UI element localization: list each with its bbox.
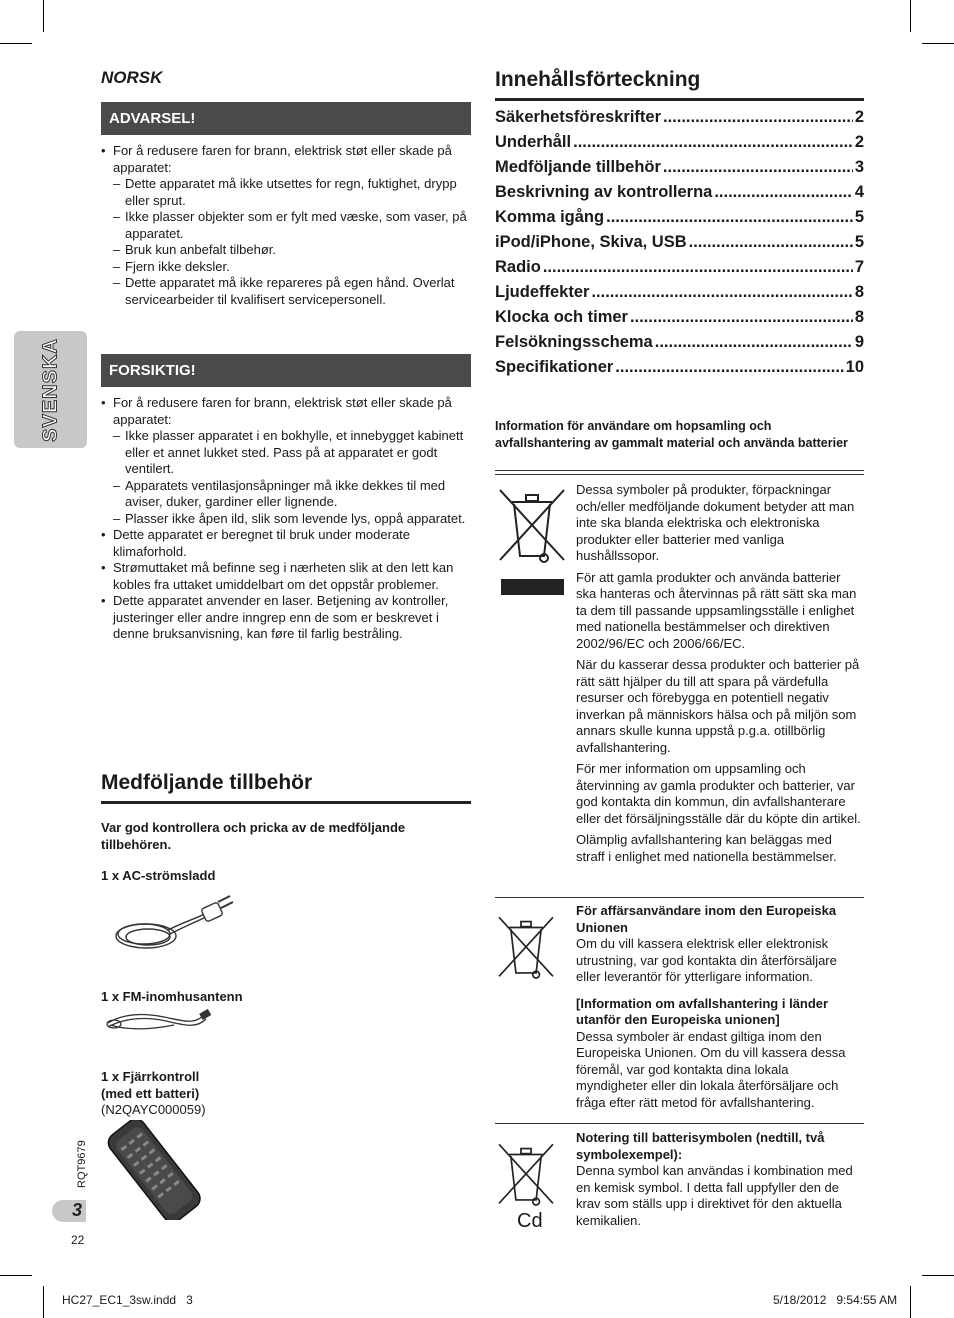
toc-page: 7 bbox=[854, 258, 864, 276]
toc-leader bbox=[630, 308, 853, 327]
toc-leader bbox=[573, 133, 853, 152]
toc-label: iPod/iPhone, Skiva, USB bbox=[495, 233, 687, 251]
solid-bar-symbol bbox=[501, 579, 564, 595]
toc-leader bbox=[663, 108, 853, 127]
toc-label: Säkerhetsföreskrifter bbox=[495, 108, 661, 126]
toc-page: 2 bbox=[854, 133, 864, 151]
page-badge bbox=[52, 1200, 86, 1222]
toc-leader bbox=[615, 358, 843, 377]
toc-entry[interactable] bbox=[495, 183, 864, 208]
toc-label: Radio bbox=[495, 258, 541, 276]
divider bbox=[495, 897, 864, 898]
caution-bar: FORSIKTIG! bbox=[101, 354, 471, 387]
ac-cord-icon bbox=[108, 890, 238, 956]
crop-mark bbox=[922, 43, 954, 44]
toc-page: 8 bbox=[854, 308, 864, 326]
paragraph: Dessa symboler på produkter, förpackningar och/eller medföljande dokument betyder att man inte ska blanda elektriska och elektroniska produkter eller batterier med vanliga hushållssopor. bbox=[576, 482, 855, 563]
toc-entry[interactable] bbox=[495, 308, 864, 333]
paragraph: För att gamla produkter och använda batterier ska hanteras och återvinnas på rätt sätt ska man ta dem till passande uppsamlingsställe i enlighet med nationella bestämmelser och direktiven 2002/96/EC och 2006/66/EC. bbox=[576, 569, 857, 651]
fm-antenna-icon bbox=[104, 1005, 216, 1035]
title-rule bbox=[101, 801, 471, 804]
toc-page: 2 bbox=[854, 108, 864, 126]
list-item: – Fjern ikke deksler. bbox=[113, 259, 473, 276]
toc-entry[interactable] bbox=[495, 258, 864, 283]
list-item: – Apparatets ventilasjonsåpninger må ikke dekkes til med aviser, duker, gardiner eller lignende. bbox=[113, 478, 473, 511]
toc-leader bbox=[714, 183, 852, 202]
side-tab-label: SVENSKA bbox=[39, 337, 61, 442]
toc-page: 9 bbox=[854, 333, 864, 351]
list-item: • Strømuttaket må befinne seg i nærheten slik at den lett kan kobles fra uttaket umiddelbart om det oppstår problemer. bbox=[101, 560, 473, 593]
list-item bbox=[101, 143, 473, 308]
title-rule bbox=[495, 98, 864, 101]
crop-mark bbox=[43, 1286, 44, 1318]
accessory-item-remote-battery: (med ett batteri) bbox=[101, 1086, 200, 1101]
toc-entry[interactable] bbox=[495, 208, 864, 233]
toc-page: 3 bbox=[854, 158, 864, 176]
toc-leader bbox=[606, 208, 853, 227]
toc-entry[interactable] bbox=[495, 158, 864, 183]
toc-entry[interactable] bbox=[495, 133, 864, 158]
toc-leader bbox=[591, 283, 852, 302]
crossed-bin-icon bbox=[494, 484, 570, 564]
toc-entry[interactable] bbox=[495, 108, 864, 133]
section-heading: För affärsanvändare inom den Europeiska Unionen bbox=[576, 903, 837, 935]
toc-page: 10 bbox=[845, 358, 864, 376]
disposal-info-heading: Information för användare om hopsamling och avfallshantering av gammalt material och använda batterier bbox=[495, 419, 848, 450]
paragraph: För mer information om uppsamling och återvinning av gamla produkter och batterier, var god kontakta din kommun, din avfallshanterare eller det försäljningsställe där du köpte din artikel. bbox=[576, 761, 861, 826]
paragraph: När du kasserar dessa produkter och batterier på rätt sätt hjälper du till att spara på värdefulla resurser och förebygga en potentiell negativ inverkan på människors hälsa och på miljön som annars skulle kunna uppstå p.g.a. otillbörlig avfallshantering. bbox=[576, 657, 860, 755]
list-item-text: For å redusere faren for brann, elektrisk støt eller skade på apparatet: bbox=[113, 143, 452, 175]
crop-mark bbox=[0, 1275, 32, 1276]
list-item: • Dette apparatet er beregnet til bruk under moderate klimaforhold. bbox=[101, 527, 473, 560]
crop-mark bbox=[910, 1286, 911, 1318]
divider bbox=[495, 470, 864, 471]
toc-leader bbox=[655, 333, 853, 352]
section-heading: Notering till batterisymbolen (nedtill, två symbolexempel): bbox=[576, 1130, 825, 1162]
crossed-bin-icon bbox=[494, 906, 558, 986]
business-users-section bbox=[576, 903, 861, 1116]
page-badge-number: 3 bbox=[71, 1200, 82, 1220]
warning-section bbox=[101, 143, 473, 308]
language-side-tab bbox=[14, 331, 87, 448]
list-item: • Dette apparatet anvender en laser. Betjening av kontroller, justeringer eller andre inngrep enn de som er beskrevet i denne bruksanvisning, kan føre til farlig bestråling. bbox=[101, 593, 473, 643]
battery-symbol-section bbox=[576, 1130, 861, 1234]
toc-leader bbox=[663, 158, 853, 177]
crop-mark bbox=[910, 0, 911, 32]
remote-model-number: (N2QAYC000059) bbox=[101, 1102, 206, 1117]
toc-label: Ljudeffekter bbox=[495, 283, 590, 301]
document-code: RQT9679 bbox=[76, 1140, 88, 1188]
crossed-bin-icon bbox=[494, 1133, 558, 1213]
list-item bbox=[101, 395, 473, 527]
disposal-info-text bbox=[576, 482, 861, 870]
list-item: – Ikke plasser objekter som er fylt med væske, som vaser, på apparatet. bbox=[113, 209, 473, 242]
toc-label: Beskrivning av kontrollerna bbox=[495, 183, 713, 201]
divider bbox=[495, 1123, 864, 1124]
list-item: – Bruk kun anbefalt tilbehør. bbox=[113, 242, 473, 259]
language-heading: NORSK bbox=[101, 68, 163, 87]
accessories-intro: Var god kontrollera och pricka av de medföljande tillbehören. bbox=[101, 820, 406, 852]
list-item: – Dette apparatet må ikke repareres på egen hånd. Overlat servicearbeider til kvalifisert servicepersonell. bbox=[113, 275, 473, 308]
list-item: – Plasser ikke åpen ild, slik som levende lys, oppå apparatet. bbox=[113, 511, 473, 528]
toc-leader bbox=[543, 258, 853, 277]
accessories-title: Medföljande tillbehör bbox=[101, 771, 313, 794]
chemical-symbol: Cd bbox=[517, 1210, 543, 1232]
toc-leader bbox=[689, 233, 853, 252]
list-item-text: For å redusere faren for brann, elektrisk støt eller skade på apparatet: bbox=[113, 395, 452, 427]
caution-section bbox=[101, 395, 473, 643]
list-item: – Dette apparatet må ikke utsettes for regn, fuktighet, drypp eller sprut. bbox=[113, 176, 473, 209]
paragraph: Denna symbol kan användas i kombination med en kemisk symbol. I detta fall uppfyller den de krav som ställs upp i direktivet för den aktuella kemikalien. bbox=[576, 1163, 853, 1228]
paragraph: Dessa symboler är endast giltiga inom den Europeiska Unionen. Om du vill kassera dessa föremål, var god kontakta dina lokala myndigheter eller din lokala återförsäljare och fråga efter rätt metod för avfallshantering. bbox=[576, 1028, 846, 1110]
toc-label: Specifikationer bbox=[495, 358, 614, 376]
toc-entry[interactable] bbox=[495, 358, 864, 383]
toc-title: Innehållsförteckning bbox=[495, 68, 701, 91]
toc-page: 4 bbox=[854, 183, 864, 201]
section-heading: [Information om avfallshantering i länder utanför den Europeiska unionen] bbox=[576, 995, 829, 1027]
accessory-item-antenna: 1 x FM-inomhusantenn bbox=[101, 989, 243, 1004]
paragraph: Om du vill kassera elektrisk eller elektronisk utrustning, var god kontakta din återförsäljare eller leverantör för ytterligare information. bbox=[576, 936, 837, 984]
toc-page: 5 bbox=[854, 233, 864, 251]
remote-control-icon bbox=[105, 1120, 205, 1220]
footer-filename: HC27_EC1_3sw.indd 3 bbox=[62, 1293, 193, 1307]
list-item: – Ikke plasser apparatet i en bokhylle, et innebygget kabinett eller et annet lukket sted. Pass på at apparatet er godt ventilert. bbox=[113, 428, 473, 478]
warning-bar: ADVARSEL! bbox=[101, 102, 471, 135]
accessory-item-cord: 1 x AC-strömsladd bbox=[101, 868, 216, 883]
toc-label: Underhåll bbox=[495, 133, 572, 151]
toc-label: Felsökningsschema bbox=[495, 333, 653, 351]
toc-page: 8 bbox=[854, 283, 864, 301]
footer-datetime: 5/18/2012 9:54:55 AM bbox=[773, 1293, 898, 1307]
divider bbox=[495, 474, 864, 475]
paragraph: Olämplig avfallshantering kan beläggas med straff i enlighet med nationella bestämmelser. bbox=[576, 832, 837, 864]
toc-label: Klocka och timer bbox=[495, 308, 628, 326]
page-number: 22 bbox=[71, 1233, 85, 1247]
toc-entry[interactable] bbox=[495, 283, 864, 308]
crop-mark bbox=[43, 0, 44, 32]
toc-entry[interactable] bbox=[495, 233, 864, 258]
toc-page: 5 bbox=[854, 208, 864, 226]
crop-mark bbox=[0, 43, 32, 44]
table-of-contents bbox=[495, 108, 864, 383]
toc-entry[interactable] bbox=[495, 333, 864, 358]
accessory-item-remote: 1 x Fjärrkontroll bbox=[101, 1069, 200, 1084]
crop-mark bbox=[922, 1275, 954, 1276]
toc-label: Komma igång bbox=[495, 208, 605, 226]
toc-label: Medföljande tillbehör bbox=[495, 158, 661, 176]
